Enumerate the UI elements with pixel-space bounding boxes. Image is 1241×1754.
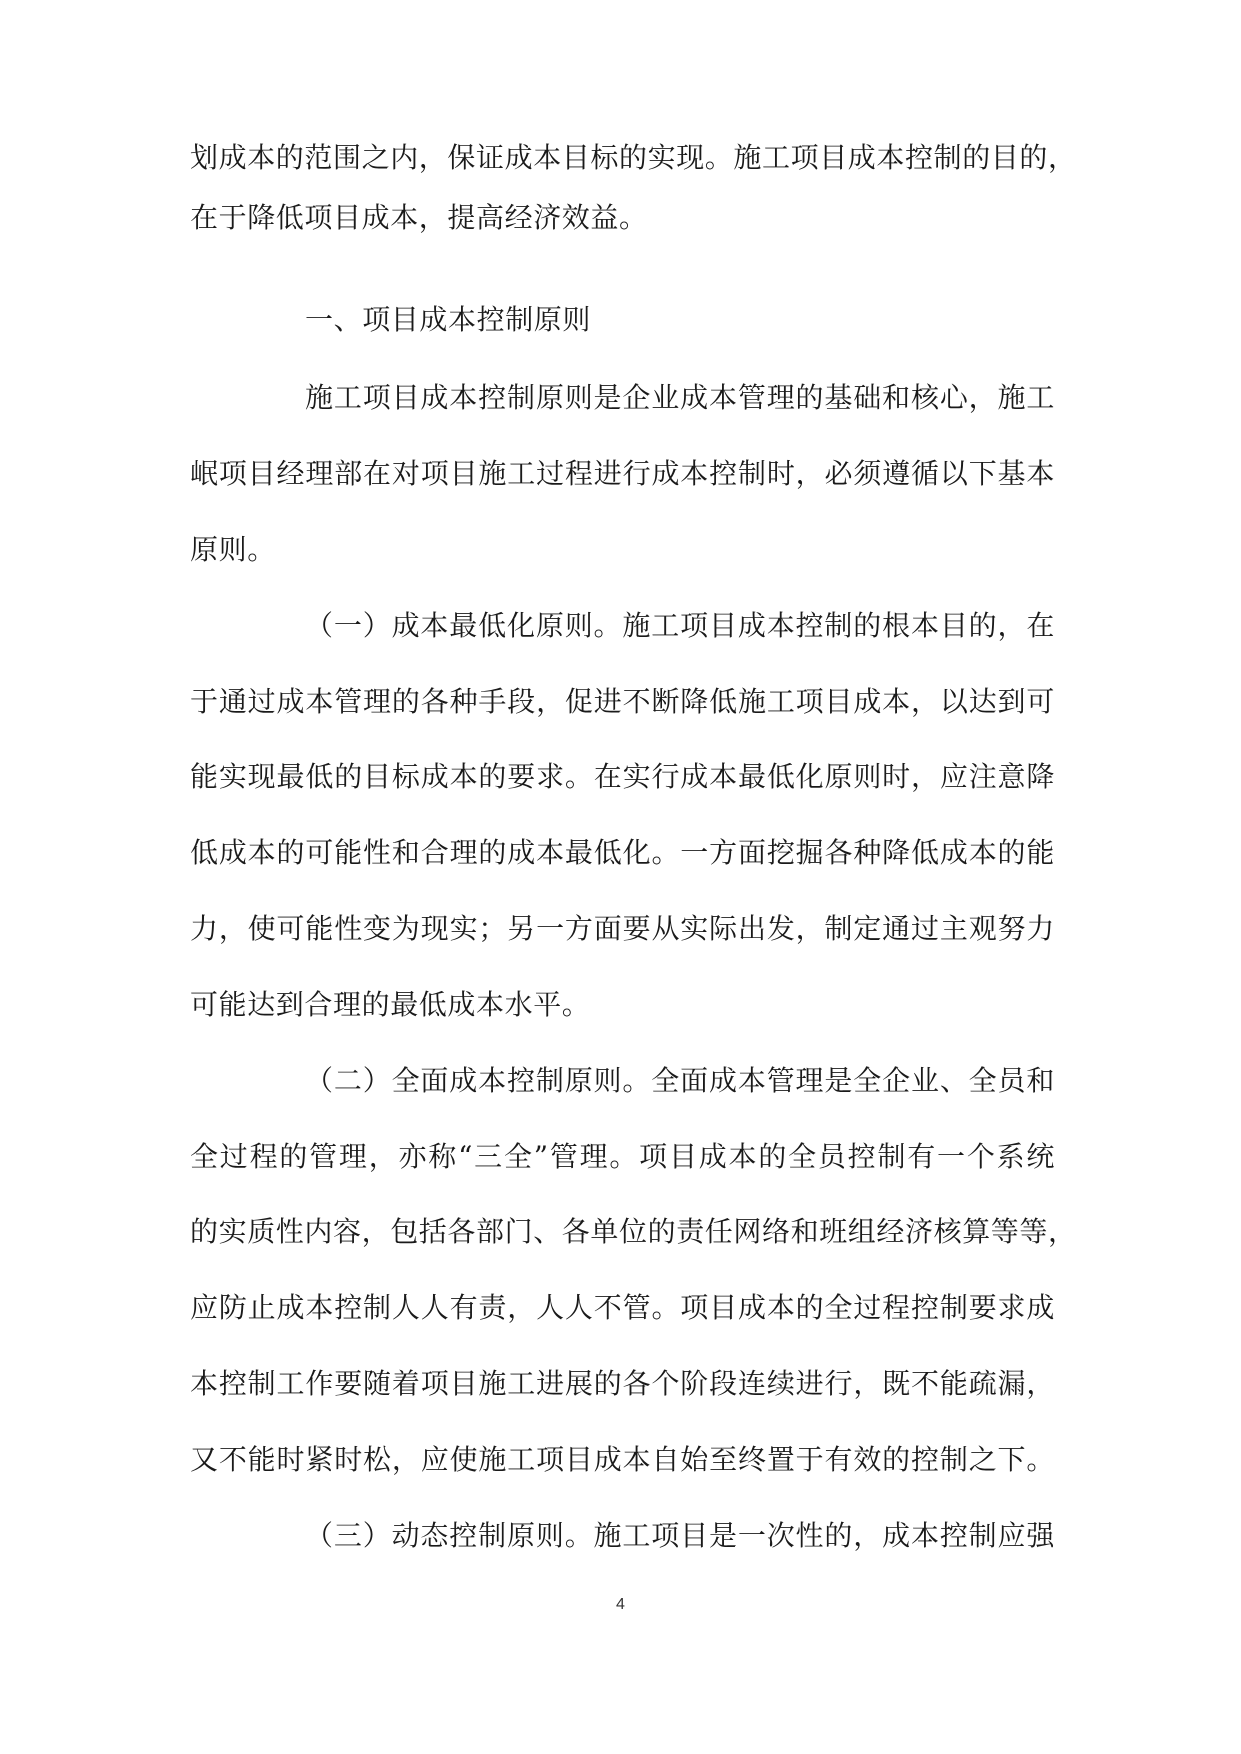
paragraph-line: 低成本的可能性和合理的成本最低化。一方面挖掘各种降低成本的能 <box>190 836 1055 869</box>
paragraph-line: 施工项目成本控制原则是企业成本管理的基础和核心，施工 <box>305 381 1055 414</box>
section-heading: 一、项目成本控制原则 <box>305 303 592 336</box>
paragraph-line: 原则。 <box>190 533 276 566</box>
paragraph-line: 岷项目经理部在对项目施工过程进行成本控制时，必须遵循以下基本 <box>190 457 1055 490</box>
paragraph-line: 划成本的范围之内，保证成本目标的实现。施工项目成本控制的目的， <box>190 141 1077 174</box>
subsection-line: （二）全面成本控制原则。全面成本管理是全企业、全员和 <box>305 1064 1055 1097</box>
paragraph-line: 可能达到合理的最低成本水平。 <box>190 988 591 1021</box>
subsection-line: （一）成本最低化原则。施工项目成本控制的根本目的，在 <box>305 609 1055 642</box>
paragraph-line: 本控制工作要随着项目施工进展的各个阶段连续进行，既不能疏漏， <box>190 1367 1055 1400</box>
paragraph-line: 于通过成本管理的各种手段，促进不断降低施工项目成本，以达到可 <box>190 685 1055 718</box>
paragraph-line: 力，使可能性变为现实；另一方面要从实际出发，制定通过主观努力 <box>190 912 1055 945</box>
paragraph-line: 应防止成本控制人人有责，人人不管。项目成本的全过程控制要求成 <box>190 1291 1055 1324</box>
paragraph-line: 又不能时紧时松，应使施工项目成本自始至终置于有效的控制之下。 <box>190 1443 1055 1476</box>
page-number: 4 <box>616 1596 625 1613</box>
paragraph-line: 的实质性内容，包括各部门、各单位的责任网络和班组经济核算等等， <box>190 1215 1077 1248</box>
paragraph-line: 全过程的管理，亦称“三全”管理。项目成本的全员控制有一个系统 <box>190 1140 1055 1173</box>
paragraph-line: 能实现最低的目标成本的要求。在实行成本最低化原则时，应注意降 <box>190 760 1055 793</box>
paragraph-line: 在于降低项目成本，提高经济效益。 <box>190 201 648 234</box>
subsection-line: （三）动态控制原则。施工项目是一次性的，成本控制应强 <box>305 1519 1055 1552</box>
